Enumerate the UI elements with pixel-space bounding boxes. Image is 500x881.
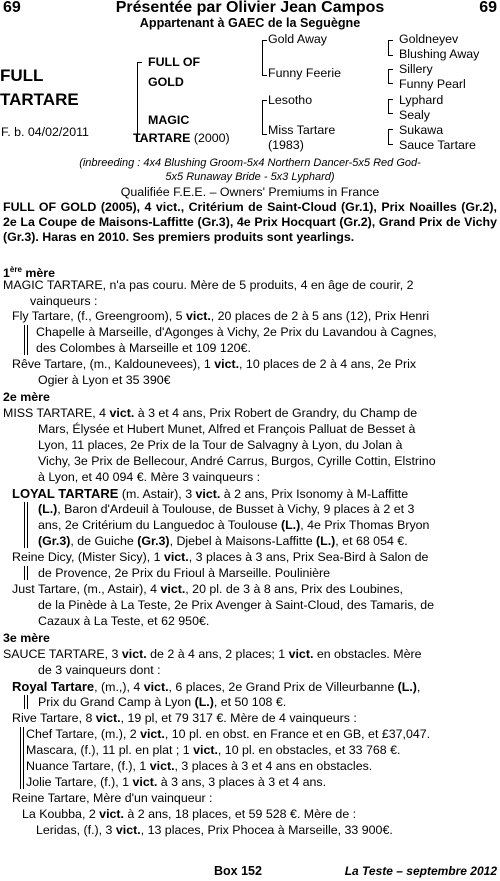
royal-tartare-l2b: (L.) (194, 695, 214, 709)
qualification-line: Qualifiée F.E.E. – Owners' Premiums in France (120, 185, 380, 199)
mascara-vict: vict. (193, 743, 218, 757)
reine-dicy-line2: de Provence, 2e Prix du Frioul à Marseille. Poulinière (38, 566, 331, 580)
owner-line: Appartenant à GAEC de la Seguègne (139, 16, 361, 30)
second-dam-heading: 2e mère (3, 390, 50, 404)
sauce-tartare-line1 (3, 647, 422, 662)
nuance-tartare-vict: vict. (149, 759, 175, 773)
la-koubba-line (22, 807, 356, 822)
reine-dicy-line1 (12, 550, 428, 565)
royal-tartare-c: (L.) (397, 680, 417, 694)
miss-tartare-a: MISS TARTARE, 4 (3, 406, 110, 420)
miss-tartare-line2: Mars, Élysée et Hubert Munet, Alfred et François Palluat de Besset à (38, 422, 416, 436)
just-tartare-b: , 20 pl. de 3 à 8 ans, Prix des Loubines, (185, 582, 403, 596)
reine-dicy-a: Reine Dicy, (Mister Sicy), 1 (12, 550, 164, 564)
reve-tartare-b: , 10 places de 2 à 4 ans, 2e Prix (239, 357, 417, 371)
loyal-tartare-a: (m. Astair), 3 (118, 487, 196, 501)
loyal-tartare-l4b: , de Guiche (70, 534, 138, 548)
sire-parents-bracket (262, 40, 263, 76)
first-dam-heading-sup: ère (9, 265, 22, 274)
miss-tartare-b: à 3 et 4 ans, Prix Robert de Grandry, du Champ de (134, 406, 418, 420)
rive-tartare-line1 (12, 711, 357, 726)
progeny-bar (24, 695, 28, 709)
horse-description: F. b. 04/02/2011 (1, 125, 89, 139)
reine-dicy-vict: vict. (163, 550, 189, 564)
chef-tartare-vict: vict. (140, 727, 165, 741)
loyal-tartare-l3a: ans, 2e Critérium du Languedoc à Toulouse (38, 518, 281, 532)
royal-tartare-name: Royal Tartare (12, 679, 95, 694)
jolie-tartare-a: Jolie Tartare, (f.), 1 (26, 775, 133, 789)
just-tartare-line3: Cazaux à La Teste, et 62 950€. (38, 614, 210, 628)
fly-tartare-vict: vict. (185, 309, 211, 323)
ggs-8: Sauce Tartare (399, 138, 476, 152)
miss-tartare-line1 (3, 406, 417, 421)
sale-place-date: La Teste – septembre 2012 (344, 864, 497, 878)
miss-tartare-line5: à Lyon, et 40 094 €. Mère 3 vainqueurs : (38, 470, 261, 484)
progeny-bar (24, 502, 28, 548)
loyal-tartare-l3c: , 4e Prix Thomas Bryon (300, 518, 430, 532)
first-dam-intro-1: MAGIC TARTARE, n'a pas couru. Mère de 5 produits, 4 en âge de courir, 2 (3, 278, 414, 292)
grandsire-3: Lesotho (268, 93, 313, 107)
ggs-bracket-3 (388, 99, 389, 114)
royal-tartare-l2c: , et 50 108 €. (213, 695, 287, 709)
jolie-tartare-b: à 3 ans, 3 places à 3 et 4 ans. (157, 775, 327, 789)
ggs-6: Sealy (399, 108, 430, 122)
ggs-bracket-2 (388, 69, 389, 84)
horse-name-line2: TARTARE (0, 90, 79, 109)
royal-tartare-d: , (416, 680, 421, 694)
royal-tartare-a: , (m.,), 4 (94, 680, 144, 694)
nuance-tartare-b: , 3 places à 3 et 4 ans en obstacles. (174, 759, 373, 773)
miss-tartare-vict: vict. (109, 406, 135, 420)
nuance-tartare-line (26, 759, 372, 774)
horse-name-line1: FULL (0, 66, 44, 85)
leridas-a: Leridas, (f.), 3 (36, 823, 116, 837)
ggs-1: Goldneyev (399, 32, 459, 46)
fly-tartare-line1 (12, 309, 429, 324)
just-tartare-line1 (12, 582, 403, 597)
sire-summary: FULL OF GOLD (2005), 4 vict., Critérium de Saint-Cloud (Gr.1), Prix Noailles (Gr.2), 2e La Coupe de Maisons-Laffitte (Gr.3), 4e Prix Hocquart (Gr.2), Grand Prix de Vichy (Gr.3). Haras en 2010. Ses premiers produits sont yearlings. (3, 200, 497, 244)
sauce-tartare-b: de 2 à 4 ans, 2 places; 1 (146, 647, 289, 661)
sire-dam-bracket (137, 62, 138, 142)
royal-tartare-line2 (38, 695, 286, 710)
grandsire-2: Funny Feerie (268, 66, 342, 80)
ggs-bracket-1 (388, 40, 389, 56)
loyal-tartare-l4f: , et 68 054 €. (335, 534, 408, 548)
loyal-tartare-l4d: , Djebel à Maisons-Laffitte (169, 534, 317, 548)
grandsire-1: Gold Away (268, 32, 328, 46)
leridas-b: , 13 places, Prix Phocea à Marseille, 33 900€. (140, 823, 393, 837)
ggs-3: Sillery (399, 62, 433, 76)
just-tartare-vict: vict. (160, 582, 186, 596)
royal-tartare-l2a: Prix du Grand Camp à Lyon (38, 695, 195, 709)
la-koubba-a: La Koubba, 2 (22, 807, 100, 821)
reve-tartare-line2: Ogier à Lyon et 35 390€ (38, 373, 171, 387)
ggs-5: Lyphard (399, 93, 444, 107)
reve-tartare-vict: vict. (214, 357, 240, 371)
reve-tartare-line1 (12, 357, 416, 372)
ggs-7: Sukawa (399, 123, 444, 137)
loyal-tartare-l4c: (Gr.3) (137, 534, 170, 548)
sauce-tartare-a: SAUCE TARTARE, 3 (3, 647, 122, 661)
sire-name-line2: GOLD (148, 75, 184, 89)
catalog-header (0, 0, 500, 17)
loyal-tartare-l4a: (Gr.3) (38, 534, 71, 548)
leridas-line (36, 823, 393, 838)
reve-tartare-a: Rêve Tartare, (m., Kaldounevees), 1 (12, 357, 215, 371)
ggs-bracket-4 (388, 129, 389, 145)
inbreeding-line2: 5x5 Runaway Bride - 5x3 Lyphard) (165, 171, 335, 183)
jolie-tartare-vict: vict. (132, 775, 158, 789)
sire-name-line1: FULL OF (148, 55, 201, 69)
dam-year: (2000) (193, 131, 230, 145)
first-dam-heading-word: mère (21, 266, 55, 281)
dam-name-line2-wrap (133, 131, 230, 145)
ggs-4: Funny Pearl (399, 77, 466, 91)
rive-tartare-b: , 19 pl, et 79 317 €. Mère de 4 vainqueurs : (120, 711, 357, 725)
loyal-tartare-vict: vict. (195, 487, 221, 501)
progeny-bar (24, 566, 28, 580)
progeny-bar (20, 727, 24, 789)
presenter-title: Présentée par Olivier Jean Campos (115, 0, 385, 16)
loyal-tartare-l4e: (L.) (316, 534, 336, 548)
fly-tartare-a: Fly Tartare, (f., Greengroom), 5 (12, 309, 186, 323)
miss-tartare-line4: Vichy, 3e Prix de Bellecour, André Carrus, Burgos, Cyrille Cottin, Elstrino (38, 454, 436, 468)
loyal-tartare-l3b: (L.) (280, 518, 301, 532)
reine-dicy-b: , 3 places à 3 ans, Prix Sea-Bird à Salon de (188, 550, 429, 564)
royal-tartare-line1 (12, 679, 420, 695)
sauce-tartare-vict1: vict. (121, 647, 147, 661)
ggs-2: Blushing Away (399, 47, 480, 61)
grandsire-4-line2: (1983) (268, 138, 304, 152)
lot-number-right: 69 (479, 0, 497, 16)
loyal-tartare-l2b: , Baron d'Ardeuil à Toulouse, de Busset à Vichy, 9 places à 2 et 3 (57, 502, 415, 516)
mascara-b: , 10 pl. en obstacles, et 33 768 €. (217, 743, 401, 757)
rive-tartare-vict: vict. (95, 711, 121, 725)
nuance-tartare-a: Nuance Tartare, (f.), 1 (26, 759, 150, 773)
third-dam-heading: 3e mère (3, 631, 50, 645)
progeny-bar (24, 325, 28, 355)
royal-tartare-vict: vict. (143, 680, 169, 694)
chef-tartare-b: , 10 pl. en obst. en France et en GB, et £37,047. (164, 727, 431, 741)
just-tartare-a: Just Tartare, (m., Astair), 4 (12, 582, 161, 596)
mascara-a: Mascara, (f.), 11 pl. en plat ; 1 (26, 743, 194, 757)
fly-tartare-line2: Chapelle à Marseille, d'Agonges à Vichy, 2e Prix du Lavandou à Cagnes, (36, 325, 437, 339)
rive-tartare-a: Rive Tartare, 8 (12, 711, 96, 725)
loyal-tartare-name: LOYAL TARTARE (12, 486, 119, 501)
royal-tartare-b: , 6 places, 2e Grand Prix de Villeurbanne (168, 680, 398, 694)
loyal-tartare-line2 (38, 502, 414, 517)
fly-tartare-line3: des Colombes à Marseille et 109 120€. (36, 341, 251, 355)
inbreeding-line1: (inbreeding : 4x4 Blushing Groom-5x4 Northern Dancer-5x5 Red God- (79, 157, 421, 169)
mascara-line (26, 743, 400, 758)
jolie-tartare-line (26, 775, 326, 790)
chef-tartare-a: Chef Tartare, (m.), 2 (26, 727, 141, 741)
dam-name-line1: MAGIC (148, 113, 190, 127)
loyal-tartare-line3 (38, 518, 429, 533)
just-tartare-line2: de la Pinède à La Teste, 2e Prix Avenger à Saint-Cloud, des Tamaris, de (38, 598, 435, 612)
leridas-vict: vict. (115, 823, 141, 837)
la-koubba-b: à 2 ans, 18 places, et 59 528 €. Mère de : (123, 807, 357, 821)
lot-number-left: 69 (3, 0, 21, 16)
dam-parents-bracket (262, 100, 263, 135)
sauce-tartare-c: en obstacles. Mère (313, 647, 422, 661)
loyal-tartare-l2a: (L.) (38, 502, 58, 516)
chef-tartare-line (26, 727, 430, 742)
first-dam-intro-2: vainqueurs : (30, 294, 98, 308)
loyal-tartare-line1 (12, 486, 408, 502)
grandsire-4-line1: Miss Tartare (268, 123, 336, 137)
box-number: Box 152 (214, 864, 262, 878)
fly-tartare-b: , 20 places de 2 à 5 ans (12), Prix Henri (210, 309, 430, 323)
dam-name-line2: TARTARE (133, 131, 191, 145)
reine-tartare-line: Reine Tartare, Mère d'un vainqueur : (12, 791, 213, 805)
loyal-tartare-b: à 2 ans, Prix Isonomy à M-Laffitte (220, 487, 409, 501)
sauce-tartare-line2: de 3 vainqueurs dont : (38, 663, 161, 677)
loyal-tartare-line4 (38, 534, 408, 549)
sauce-tartare-vict2: vict. (288, 647, 314, 661)
la-koubba-vict: vict. (99, 807, 124, 821)
first-dam-heading-num: 1 (3, 266, 10, 281)
miss-tartare-line3: Lyon, 11 places, 2e Prix de la Tour de Salvagny à Lyon, du Jolan à (38, 438, 403, 452)
